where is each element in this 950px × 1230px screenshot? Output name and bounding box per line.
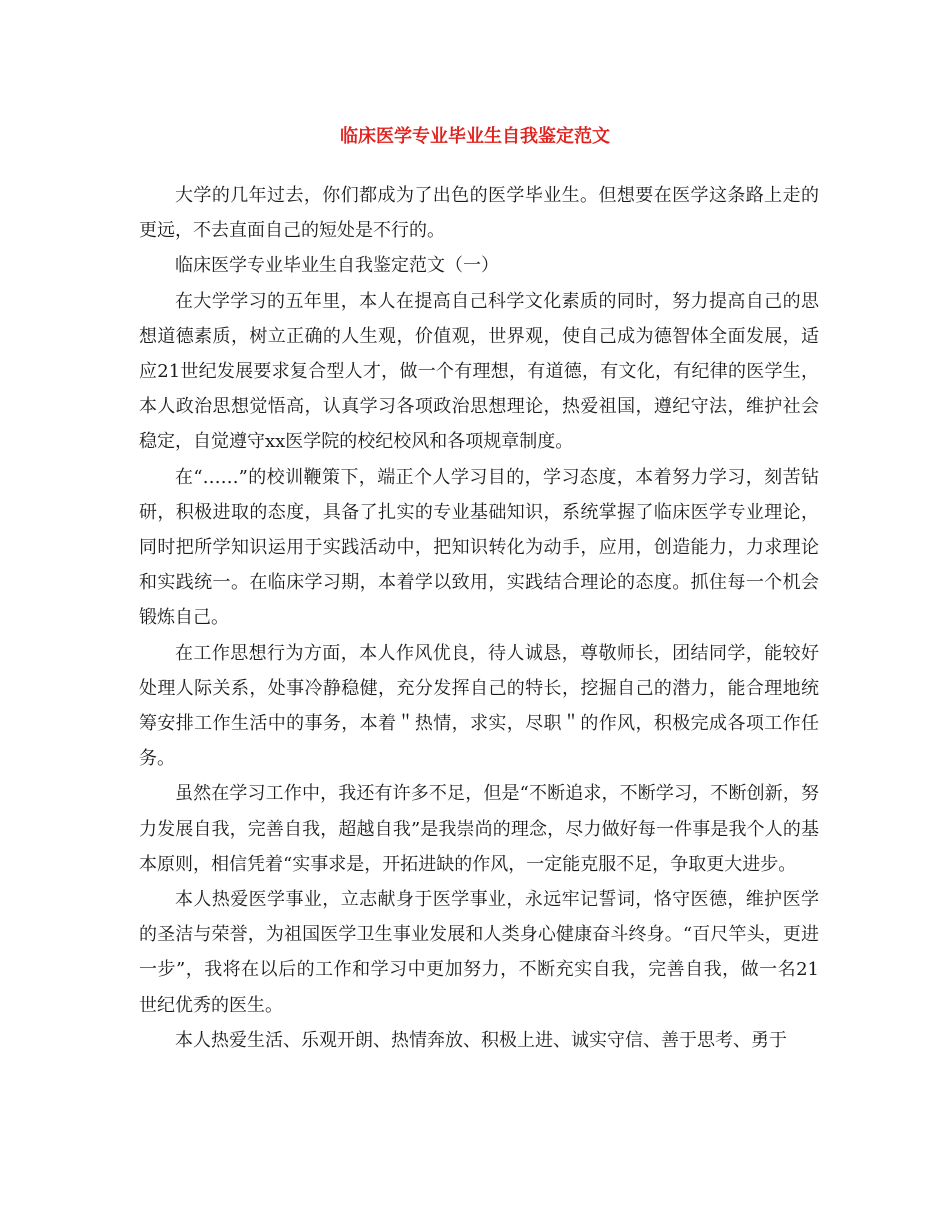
paragraph-study-years: 在大学学习的五年里，本人在提高自己科学文化素质的同时，努力提高自己的思想道德素质，树立正确的人生观，价值观，世界观，使自己成为德智体全面发展，适应21世纪发展要求复合型人才，做一个有理想，有道德，有文化，有纪律的医学生，本人政治思想觉悟高，认真学习各项政治思想理论，热爱祖国，遵纪守法，维护社会稳定，自觉遵守xx医学院的校纪校风和各项规章制度。 — [139, 290, 819, 453]
paragraph-personality: 本人热爱生活、乐观开朗、热情奔放、积极上进、诚实守信、善于思考、勇于 — [175, 1029, 787, 1051]
paragraph-subtitle: 临床医学专业毕业生自我鉴定范文（一） — [175, 255, 499, 277]
paragraph-shortcomings: 虽然在学习工作中，我还有许多不足，但是“不断追求，不断学习，不断创新，努力发展自我，完善自我，超越自我”是我崇尚的理念，尽力做好每一件事是我个人的基本原则，相信凭着“实事求是，开拓进缺的作风，一定能克服不足，争取更大进步。 — [139, 783, 819, 875]
document-body — [139, 178, 819, 1058]
paragraph-intro: 大学的几年过去，你们都成为了出色的医学毕业生。但想要在医学这条路上走的更远，不去直面自己的短处是不行的。 — [139, 185, 819, 242]
paragraph-medical-career: 本人热爱医学事业，立志献身于医学事业，永远牢记誓词，恪守医德，维护医学的圣洁与荣誉，为祖国医学卫生事业发展和人类身心健康奋斗终身。“百尺竿头，更进一步”，我将在以后的工作和学习中更加努力，不断充实自我，完善自我，做一名21世纪优秀的医生。 — [139, 889, 819, 1016]
document-title: 临床医学专业毕业生自我鉴定范文 — [340, 126, 610, 147]
paragraph-school-motto: 在“……”的校训鞭策下，端正个人学习目的，学习态度，本着努力学习，刻苦钻研，积极进取的态度，具备了扎实的专业基础知识，系统掌握了临床医学专业理论，同时把所学知识运用于实践活动中，把知识转化为动手，应用，创造能力，力求理论和实践统一。在临床学习期，本着学以致用，实践结合理论的态度。抓住每一个机会锻炼自己。 — [139, 466, 819, 629]
paragraph-work-conduct: 在工作思想行为方面，本人作风优良，待人诚恳，尊敬师长，团结同学，能较好处理人际关系，处事冷静稳健，充分发挥自己的特长，挖掘自己的潜力，能合理地统筹安排工作生活中的事务，本着＂热情，求实，尽职＂的作风，积极完成各项工作任务。 — [139, 642, 819, 770]
